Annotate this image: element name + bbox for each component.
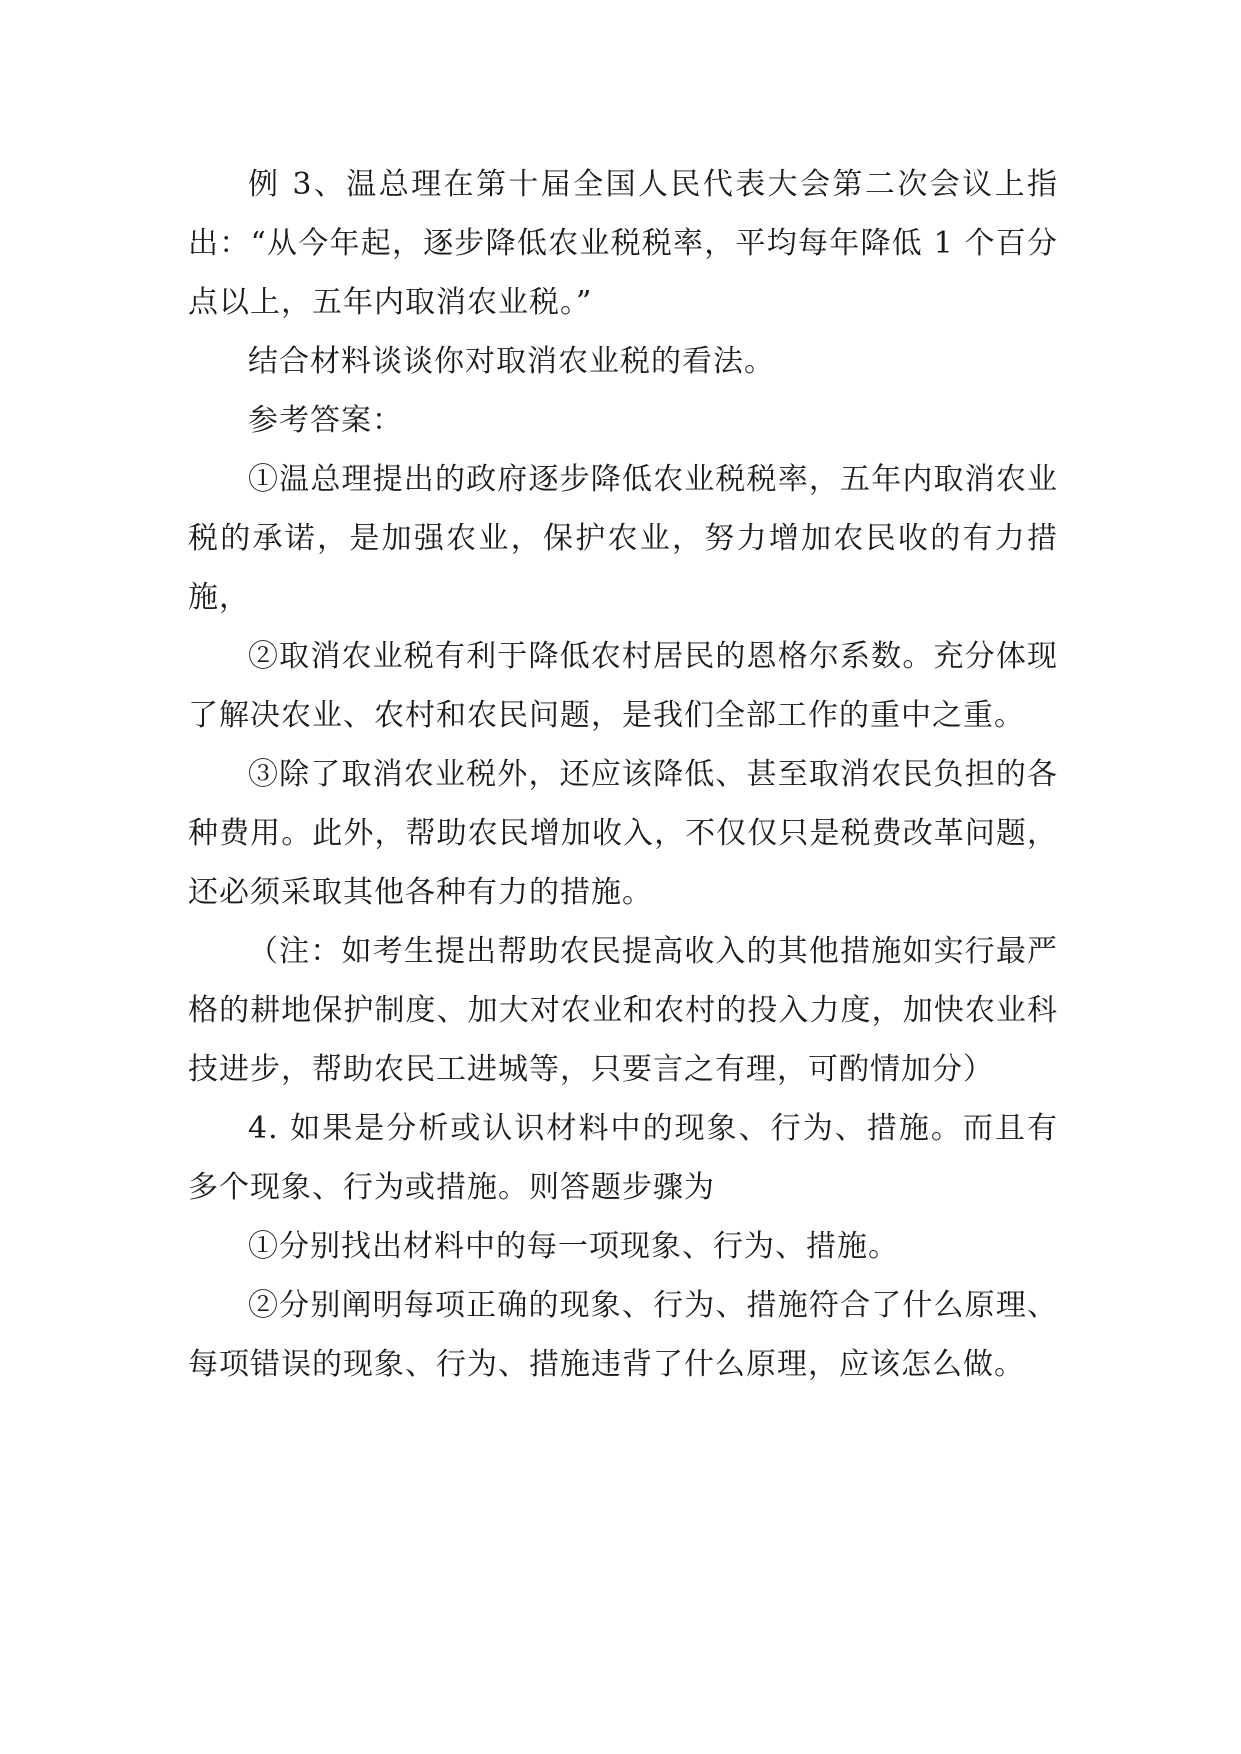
answer-heading: 参考答案：	[248, 403, 403, 438]
answer-point-2: ②取消农业税有利于降低农村居民的恩格尔系数。充分体现了解决农业、农村和农民问题，是我们全部工作的重中之重。	[188, 639, 1058, 733]
section-4-heading: 4. 如果是分析或认识材料中的现象、行为、措施。而且有多个现象、行为或措施。则答题步骤为	[188, 1111, 1058, 1205]
question-prompt: 结合材料谈谈你对取消农业税的看法。	[248, 344, 775, 379]
grading-note: （注：如考生提出帮助农民提高收入的其他措施如实行最严格的耕地保护制度、加大对农业和农村的投入力度，加快农业科技进步，帮助农民工进城等，只要言之有理，可酌情加分）	[188, 934, 1058, 1087]
answer-point-3: ③除了取消农业税外，还应该降低、甚至取消农民负担的各种费用。此外，帮助农民增加收入，不仅仅只是税费改革问题，还必须采取其他各种有力的措施。	[188, 757, 1058, 910]
document-page	[188, 155, 1058, 1394]
step-2: ②分别阐明每项正确的现象、行为、措施符合了什么原理、每项错误的现象、行为、措施违背了什么原理，应该怎么做。	[188, 1288, 1058, 1382]
answer-point-1: ①温总理提出的政府逐步降低农业税税率，五年内取消农业税的承诺，是加强农业，保护农业，努力增加农民收的有力措施，	[188, 462, 1058, 615]
example-3-question: 例 3、温总理在第十届全国人民代表大会第二次会议上指出：“从今年起，逐步降低农业税税率，平均每年降低 1 个百分点以上，五年内取消农业税。”	[188, 167, 1058, 320]
step-1: ①分别找出材料中的每一项现象、行为、措施。	[248, 1229, 899, 1264]
